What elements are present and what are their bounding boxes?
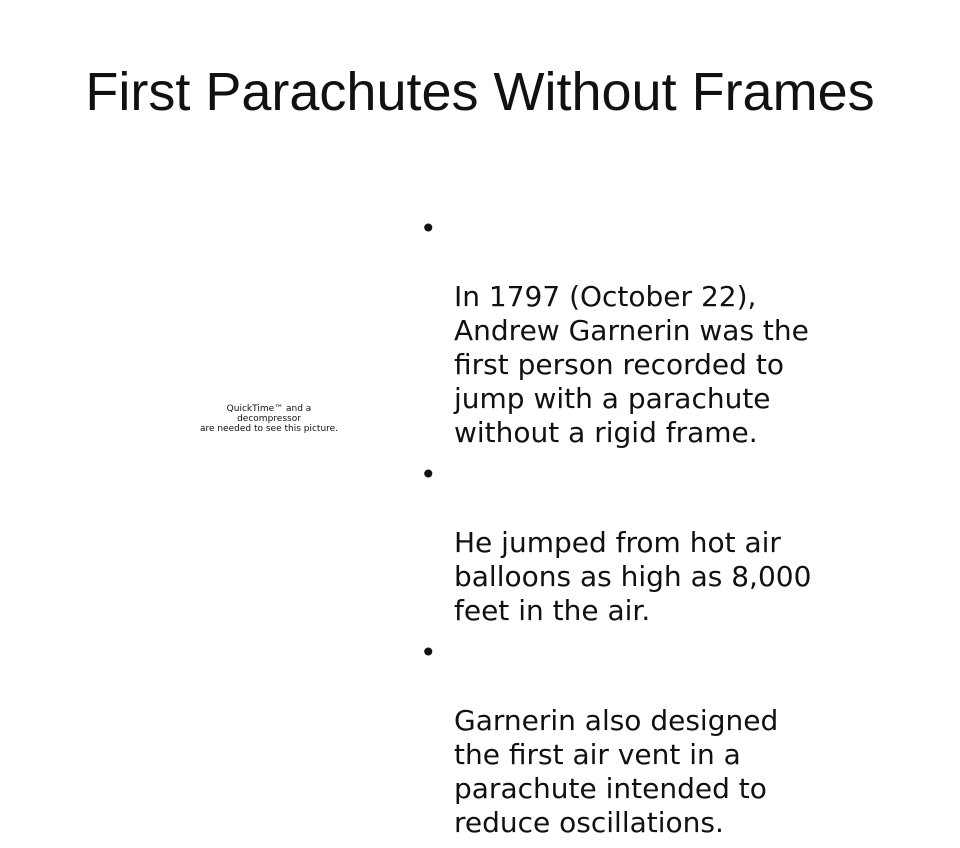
bullet-item xyxy=(420,636,890,840)
bullet-text: In 1797 (October 22), Andrew Garnerin was the first person recorded to jump with a parachute without a rigid frame. xyxy=(454,280,809,449)
bullet-dot-icon: • xyxy=(420,458,437,491)
quicktime-image-placeholder xyxy=(196,404,342,434)
bullet-dot-icon: • xyxy=(420,636,437,669)
slide-title: First Parachutes Without Frames xyxy=(85,62,875,122)
bullet-dot-icon: • xyxy=(420,212,437,245)
placeholder-line-3: are needed to see this picture. xyxy=(199,424,339,434)
placeholder-line-1: QuickTime™ and a xyxy=(226,404,312,414)
bullet-item xyxy=(420,212,890,450)
bullet-text: Garnerin also designed the first air vent in a parachute intended to reduce oscillations. xyxy=(454,704,779,839)
bullet-item xyxy=(420,458,890,628)
bullet-text: He jumped from hot air balloons as high as 8,000 feet in the air. xyxy=(454,526,812,627)
placeholder-line-2: decompressor xyxy=(237,414,301,424)
bullet-list xyxy=(420,212,890,848)
